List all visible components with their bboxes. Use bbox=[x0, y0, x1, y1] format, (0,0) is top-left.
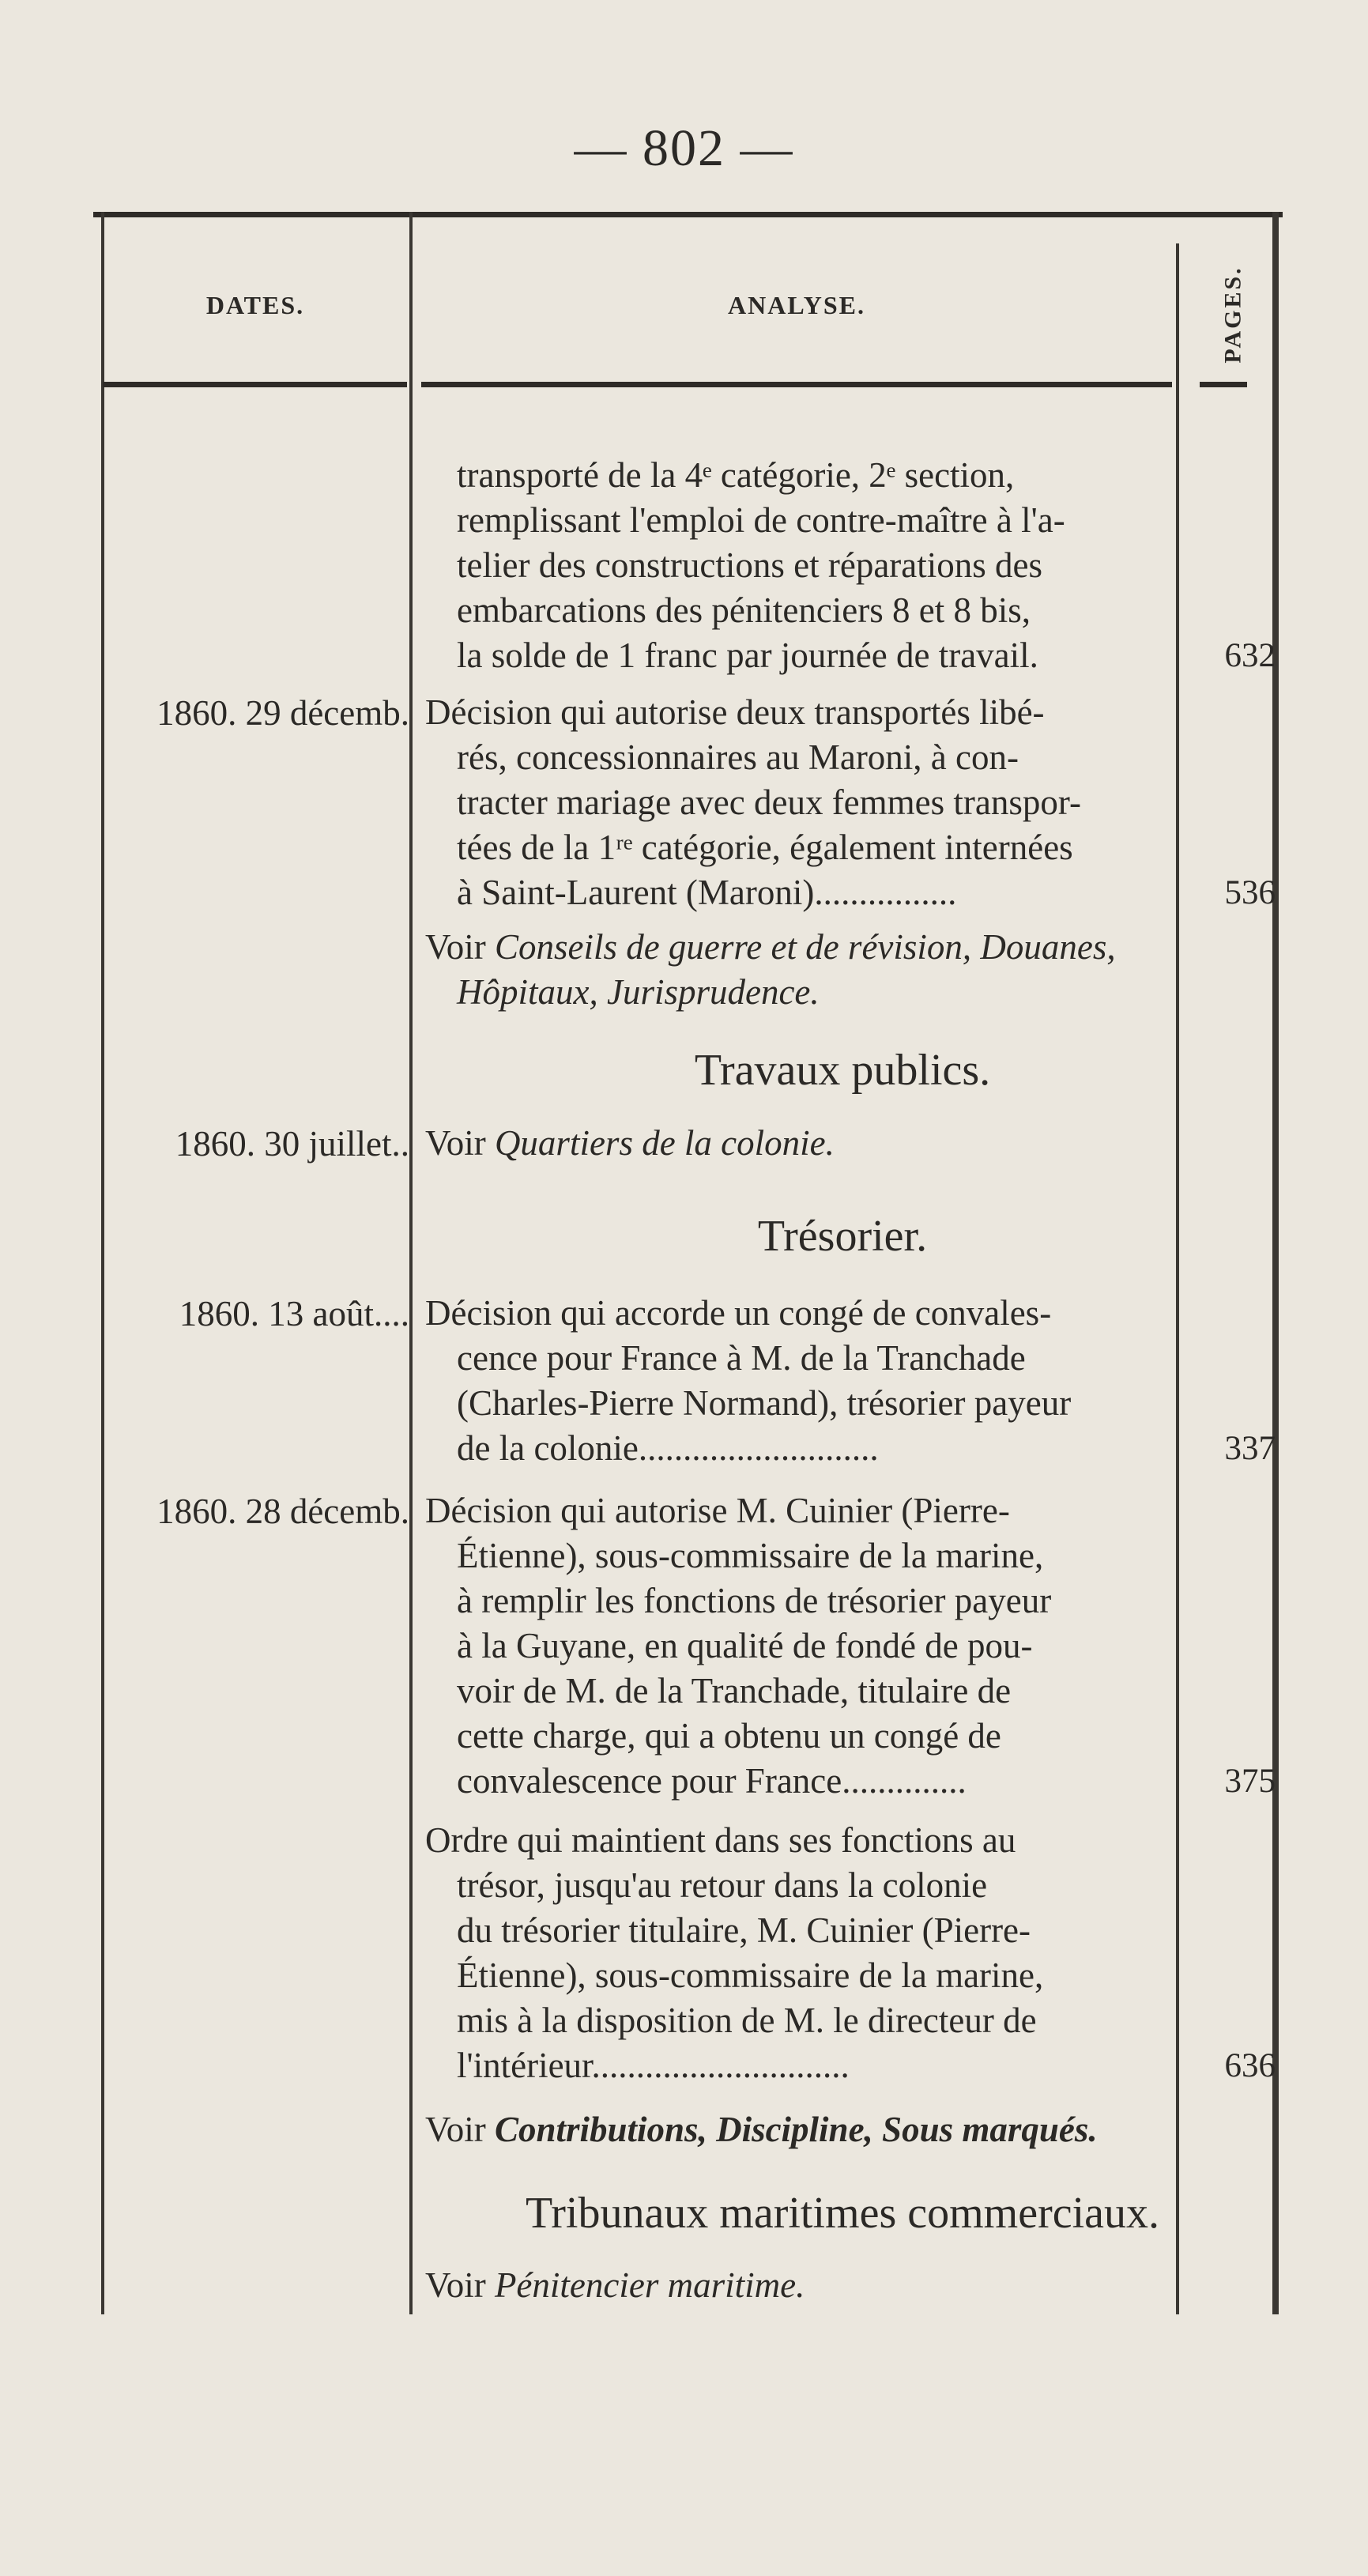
entry-analysis: Ordre qui maintient dans ses fonctions au trésor, jusqu'au retour dans la colonie du trésorier titulaire, M. Cuinier (Pierre- Étienne), sous-commissaire de la marine, mis à la disposition de M. le directeur de l'intérieur............................. bbox=[425, 1820, 1044, 2085]
page-reference: 536 bbox=[1224, 874, 1276, 911]
section-heading: Travaux publics. bbox=[694, 1046, 991, 1095]
index-table bbox=[93, 212, 1283, 2314]
pages-header-rule bbox=[1200, 382, 1247, 387]
entry-analysis: Décision qui autorise M. Cuinier (Pierre- Étienne), sous-commissaire de la marine, à remplir les fonctions de trésorier payeur à la Guyane, en qualité de fondé de pou- voir de M. de la Tranchade, titulaire de cette charge, qui a obtenu un congé de convalescence pour France.............. bbox=[425, 1491, 1052, 1801]
entry-date: 1860. 28 décemb. bbox=[156, 1492, 409, 1531]
dates-header: DATES. bbox=[205, 291, 305, 319]
dates-header-rule bbox=[103, 382, 407, 387]
entry-date: 1860. 30 juillet.. bbox=[175, 1124, 409, 1164]
dates-column-divider bbox=[409, 212, 413, 2314]
page-reference: 632 bbox=[1224, 637, 1276, 674]
cross-reference: Voir Pénitencier maritime. bbox=[425, 2265, 805, 2305]
analyse-header-rule bbox=[421, 382, 1172, 387]
cross-reference: Voir Quartiers de la colonie. bbox=[425, 1123, 835, 1163]
entry-date: 1860. 13 août.... bbox=[179, 1294, 409, 1333]
entry-analysis: Décision qui autorise deux transportés libé- rés, concessionnaires au Maroni, à con- tracter mariage avec deux femmes transpor- tées de la 1ʳᵉ catégorie, également internées à Saint-Laurent (Maroni)................ bbox=[425, 692, 1081, 912]
right-border bbox=[1272, 212, 1279, 2314]
cross-reference: Voir Contributions, Discipline, Sous marqués. bbox=[425, 2110, 1098, 2149]
entry-analysis: Décision qui accorde un congé de convales- cence pour France à M. de la Tranchade (Charles-Pierre Normand), trésorier payeur de la colonie........................... bbox=[425, 1293, 1072, 1468]
section-heading: Trésorier. bbox=[757, 1212, 928, 1261]
analyse-header: ANALYSE. bbox=[728, 291, 865, 319]
cross-reference: Voir Conseils de guerre et de révision, Douanes, Hôpitaux, Jurisprudence. bbox=[425, 927, 1116, 1012]
entry-date: 1860. 29 décemb. bbox=[156, 693, 409, 733]
page-reference: 337 bbox=[1224, 1430, 1276, 1467]
page-number: — 802 — bbox=[574, 119, 794, 177]
page-reference: 375 bbox=[1224, 1763, 1276, 1800]
top-rule bbox=[93, 212, 1283, 217]
page-reference: 636 bbox=[1224, 2047, 1276, 2084]
pages-header: PAGES. bbox=[1220, 266, 1247, 364]
section-heading: Tribunaux maritimes commerciaux. bbox=[526, 2189, 1159, 2238]
left-border bbox=[101, 212, 104, 2314]
entry-continuation: transporté de la 4ᵉ catégorie, 2ᵉ section, remplissant l'emploi de contre-maître à l'a- telier des constructions et réparations des embarcations des pénitenciers 8 et 8 bis, la solde de 1 franc par journée de travail. bbox=[457, 455, 1065, 675]
